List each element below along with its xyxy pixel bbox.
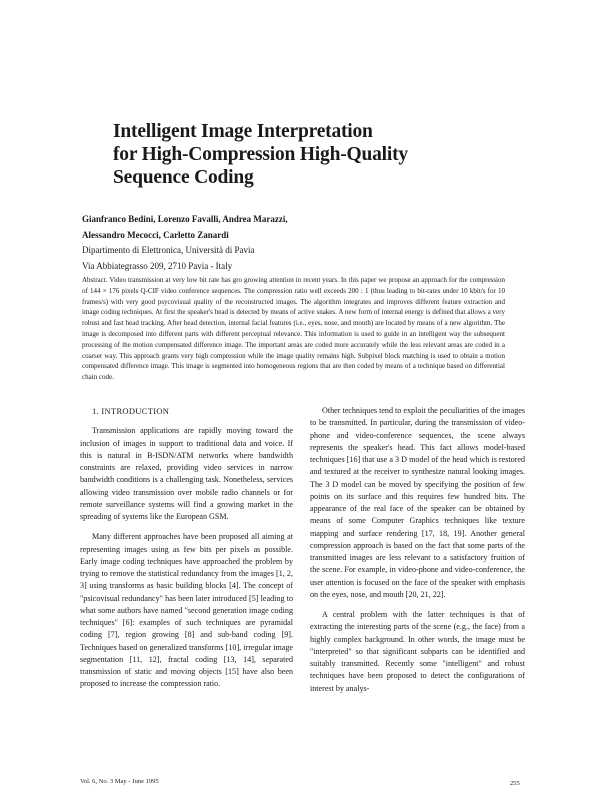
- author-names: Gianfranco Bedini, Lorenzo Favalli, Andrea Marazzi,: [82, 214, 288, 224]
- affiliation: Dipartimento di Elettronica, Università di Pavia: [82, 245, 255, 256]
- section-heading: 1. INTRODUCTION: [92, 406, 170, 416]
- body-paragraph: Transmission applications are rapidly moving toward the inclusion of images in support to traditional data and voice. If this is natural in B-ISDN/ATM networks where bandwidth constraints are relaxed, providing video services in narrow bandwidth conditions is a challenging task. Nonetheless, services allowing video transmission over mobile radio channels or for remote surveillance systems will find a growing market in the spreading of systems like the European GSM.: [80, 426, 293, 521]
- journal-footer: Vol. 6, No. 3 May - June 1995: [80, 778, 159, 785]
- paper-title: [113, 120, 533, 189]
- author-block: [82, 212, 522, 274]
- page-number: 255: [510, 780, 520, 787]
- abstract: Abstract. Video transmission at very low bit rate has gro growing attention in recent years. In this paper we propose an approach for the compression of 144 × 176 pixels Q-CIF video conference sequences. The compression ratio well exceeds 200 : 1 (thus leading to bit-rates under 10 kbit/s for 10 frames/s) with very good psycovisual quality of the reconstructed images. The algorithm integrates and improves different feature extraction and image coding techniques. At first the speaker's head is detected by means of active snakes. A new form of internal energy is defined that allows a very robust and fast head tracking. After head detection, internal facial features (i.e., eyes, nose, and mouth) are located by means of a new algorithm. The image is decomposed into different parts with different perceptual relevance. This information is used to guide in an intelligent way the subsequent processing of the motion compensated difference image. The important areas are coded more accurately while the less relevant areas are coded in a coarser way. This approach grants very high compression while the image quality remains high. Subpixel block matching is used to obtain a motion compensated difference image. This image is segmented into homogeneous regions that are then coded by means of a technique based on differential chain code.: [82, 276, 505, 382]
- body-paragraph: Other techniques tend to exploit the peculiarities of the images to be transmitted. In particular, during the transmission of video-phone and video-conference sequences, the scene always represents the speaker's head. This fact allows model-based techniques [16] that use a 3 D model of the head which is restored and textured at the receiver to synthesize natural looking images. The 3 D model can be moved by specifying the position of few points on its surface and this requires few hundred bits. The appearance of the real face of the speaker can be obtained by means of some Computer Graphics techniques like texture mapping and surface rendering [17, 18, 19]. Another general compression approach is based on the fact that some parts of the transmitted images are less relevant to a satisfactory fruition of the scene. For example, in video-phone and video-conference, the user attention is focused on the face of the speaker with emphasis on the eyes, nose, and mouth [20, 21, 22].: [310, 406, 525, 599]
- title-line: Sequence Coding: [113, 167, 254, 188]
- title-line: Intelligent Image Interpretation: [113, 121, 373, 142]
- title-line: for High-Compression High-Quality: [113, 144, 408, 165]
- body-paragraph: Many different approaches have been proposed all aiming at representing images using as few bits per pixels as possible. Early image coding techniques have approached the problem by trying to remove the statistical redundancy from the images [1, 2, 3] using transforms as basic building blocks [4]. The concept of "psicovisual redundancy" has been later introduced [5] leading to what some authors have named "second generation image coding techniques" [6]: examples of such techniques are pyramidal coding [7], region growing [8] and sub-band coding [9]. Techniques based on generalized transforms [10], irregular image segmentation [11, 12], fractal coding [13, 14], separated transmission of static and moving objects [15] have also been proposed to increase the compression ratio.: [80, 532, 293, 689]
- right-column: [310, 405, 525, 695]
- left-column: [80, 405, 293, 691]
- body-paragraph: A central problem with the latter techniques is that of extracting the interesting parts of the scene (e.g., the face) from a highly complex background. In other words, the image must be "interpreted" so that significant subparts can be identified and suitably transmitted. Recently some "intelligent" and robust techniques have been proposed to detect the configurations of interest by analys-: [310, 610, 525, 693]
- address: Via Abbiategrasso 209, 2710 Pavia - Italy: [82, 260, 233, 271]
- author-names: Alessandro Mecocci, Carletto Zanardi: [82, 229, 229, 240]
